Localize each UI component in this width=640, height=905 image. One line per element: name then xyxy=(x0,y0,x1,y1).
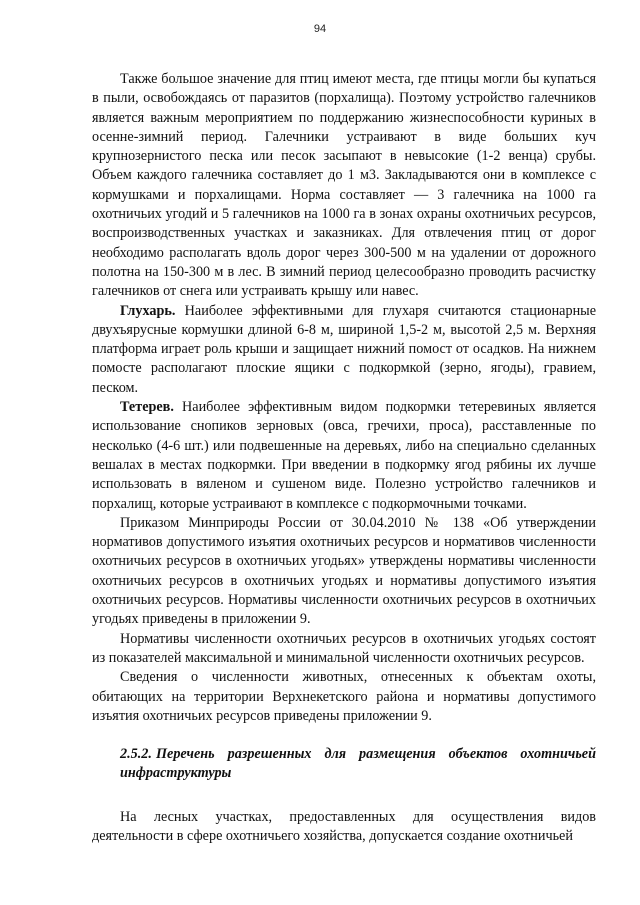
paragraph-lead-capercaillie: Глухарь. xyxy=(120,302,176,319)
section-heading xyxy=(92,745,596,784)
section-number: 2.5.2. xyxy=(120,746,152,763)
paragraph-dust-baths: Также большое значение для птиц имеют места, где птицы могли бы купаться в пыли, освобождаясь от паразитов (порхалища). Поэтому устройство галечников является важным мероприятием по поддержанию жизнеспособности куриных в осенне-зимний период. Галечники устраивают в виде больших куч крупнозернистого песка или песок засыпают в невысокие (1-2 венца) срубы. Объем каждого галечника составляет до 1 м3. Закладываются они в комплексе с кормушками и порхалищами. Норма составляет — 3 галечника на 1000 га охотничьих угодий и 5 галечников на 1000 га в зонах охраны охотничьих ресурсов, воспроизводственных участках и заказниках. Для отвлечения птиц от дорог необходимо располагать вдоль дорог через 300-500 м на удалении от дорожного полотна на 150-300 м в лес. В зимний период целесообразно проводить расчистку галечников от снега или устраивать крышу или навес. xyxy=(92,71,596,300)
page-number: 94 xyxy=(313,23,327,35)
paragraph-text-capercaillie: Наиболее эффективными для глухаря считаются стационарные двухъярусные кормушки длиной 6-8 м, шириной 1,5-2 м, высотой 2,5 м. Верхняя платформа играет роль крыши и защищает нижний помост от осадков. На нижнем помосте располагают плоские ящики с подкормкой (зерно, ягоды), гравием, песком. xyxy=(92,302,596,396)
paragraph-capercaillie xyxy=(92,302,596,398)
paragraph-lead-black-grouse: Тетерев. xyxy=(120,399,174,416)
paragraph-ministry-order: Приказом Минприроды России от 30.04.2010 № 138 «Об утверждении нормативов допустимого изъятия охотничьих ресурсов и нормативов численности охотничьих ресурсов в охотничьих угодьях» утверждены нормативы численности охотничьих ресурсов в охотничьих угодьях и нормативы допустимого изъятия охотничьих ресурсов. Нормативы численности охотничьих ресурсов в охотничьих угодьях приведены в приложении 9. xyxy=(92,514,596,628)
paragraph-black-grouse xyxy=(92,398,596,514)
paragraph-text-black-grouse: Наиболее эффективным видом подкормки тетеревиных является использование снопиков зерновых (овса, гречихи, проса), расставленные по несколько (4-6 шт.) или подвешенные на деревьях, либо на специально сделанных вешалах в местах подкормки. При введении в подкормку ягод рябины их лучше использовать в вяленом и сушеном виде. Полезно устройство галечников и порхалищ, которые устраивают в комплексе с подкормочными точками. xyxy=(92,399,596,512)
body-text xyxy=(92,70,596,846)
paragraph-norms-composition: Нормативы численности охотничьих ресурсов в охотничьих угодьях состоят из показателей максимальной и минимальной численности охотничьих ресурсов. xyxy=(92,630,596,666)
paragraph-forest-plots: На лесных участках, предоставленных для осуществления видов деятельности в сфере охотничьего хозяйства, допускается создание охотничьей xyxy=(92,808,596,844)
section-title: Перечень разрешенных для размещения объектов охотничьей инфраструктуры xyxy=(120,746,596,782)
paragraph-animal-numbers: Сведения о численности животных, отнесенных к объектам охоты, обитающих на территории Верхнекетского района и нормативы допустимого изъятия охотничьих ресурсов приведены приложении 9. xyxy=(92,669,596,724)
